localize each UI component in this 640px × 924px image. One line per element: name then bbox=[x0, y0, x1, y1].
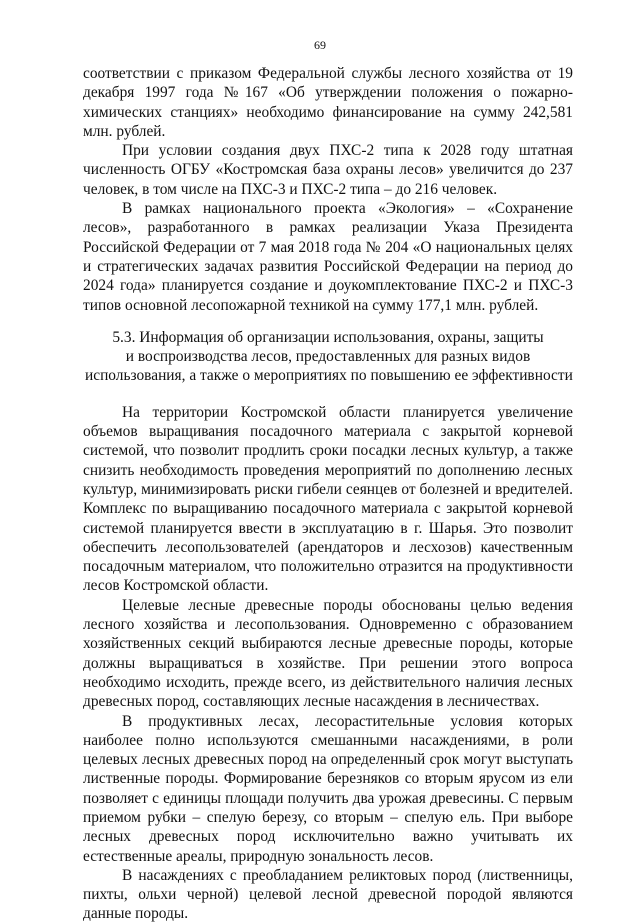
paragraph-staffing: При условии создания двух ПХС-2 типа к 2028 году штатная численность ОГБУ «Костромская база охраны лесов» увеличится до 237 человек, в том числе на ПХС-3 и ПХС-2 типа – до 216 человек. bbox=[83, 142, 573, 198]
section-heading-line: 5.3. Информация об организации использования, охраны, защиты bbox=[112, 328, 544, 346]
section-heading-line: и воспроизводства лесов, предоставленных для разных видов bbox=[125, 348, 531, 366]
spacer bbox=[83, 386, 573, 403]
section-heading-line: использования, а также о мероприятиях по повышению ее эффективности bbox=[85, 367, 573, 385]
page-number: 69 bbox=[314, 38, 326, 52]
paragraph-target-species: Целевые лесные древесные породы обоснованы целью ведения лесного хозяйства и лесопользования. Одновременно с образованием хозяйственных секций выбираются лесные древесные породы, которые должны выращиваться в хозяйстве. При решении этого вопроса необходимо исходить, прежде всего, из действительного наличия лесных древесных пород, составляющих лесные насаждения в лесничествах. bbox=[83, 596, 573, 711]
paragraph-relict-species: В насаждениях с преобладанием реликтовых пород (лиственницы, пихты, ольхи черной) целевой лесной древесной породой являются данные породы. bbox=[83, 866, 573, 923]
paragraph-financing: соответствии с приказом Федеральной службы лесного хозяйства от 19 декабря 1997 года №167 «Об утверждении положения о пожарно-химических станциях» необходимо финансирование на сумму 242,581 млн. рублей. bbox=[83, 65, 573, 140]
paragraph-national-project: В рамках национального проекта «Экология» – «Сохранение лесов», разработанного в рамках реализации Указа Президента Российской Федерации от 7 мая 2018 года № 204 «О национальных целях и стратегических задачах развития Российской Федерации на период до 2024 года» планируется создание и доукомплектование ПХС-2 и ПХС-3 типов основной лесопожарной техникой на сумму 177,1 млн. рублей. bbox=[83, 200, 573, 314]
section-heading bbox=[83, 328, 573, 386]
paragraph-planting-material: На территории Костромской области планируется увеличение объемов выращивания посадочного материала с закрытой корневой системой, что позволит продлить сроки посадки лесных культур, а также снизить необходимость проведения мероприятий по дополнению лесных культур, минимизировать риски гибели сеянцев от болезней и вредителей. Комплекс по выращиванию посадочного материала с закрытой корневой системой планируется ввести в эксплуатацию в г. Шарья. Это позволит обеспечить лесопользователей (арендаторов и лесхозов) качественным посадочным материалом, что положительно отразится на продуктивности лесов Костромской области. bbox=[83, 403, 573, 595]
paragraph-productive-forests: В продуктивных лесах, лесорастительные условия которых наиболее полно используются смешанными насаждениями, в роли целевых лесных древесных пород на определенный срок могут выступать лиственные породы. Формирование березняков со вторым ярусом из ели позволяет с единицы площади получить два урожая древесины. С первым приемом рубки – спелую березу, со вторым – спелую ель. При выборе лесных древесных пород исключительно важно учитывать их естественные ареалы, природную зональность лесов. bbox=[83, 712, 573, 865]
document-body bbox=[83, 64, 573, 924]
